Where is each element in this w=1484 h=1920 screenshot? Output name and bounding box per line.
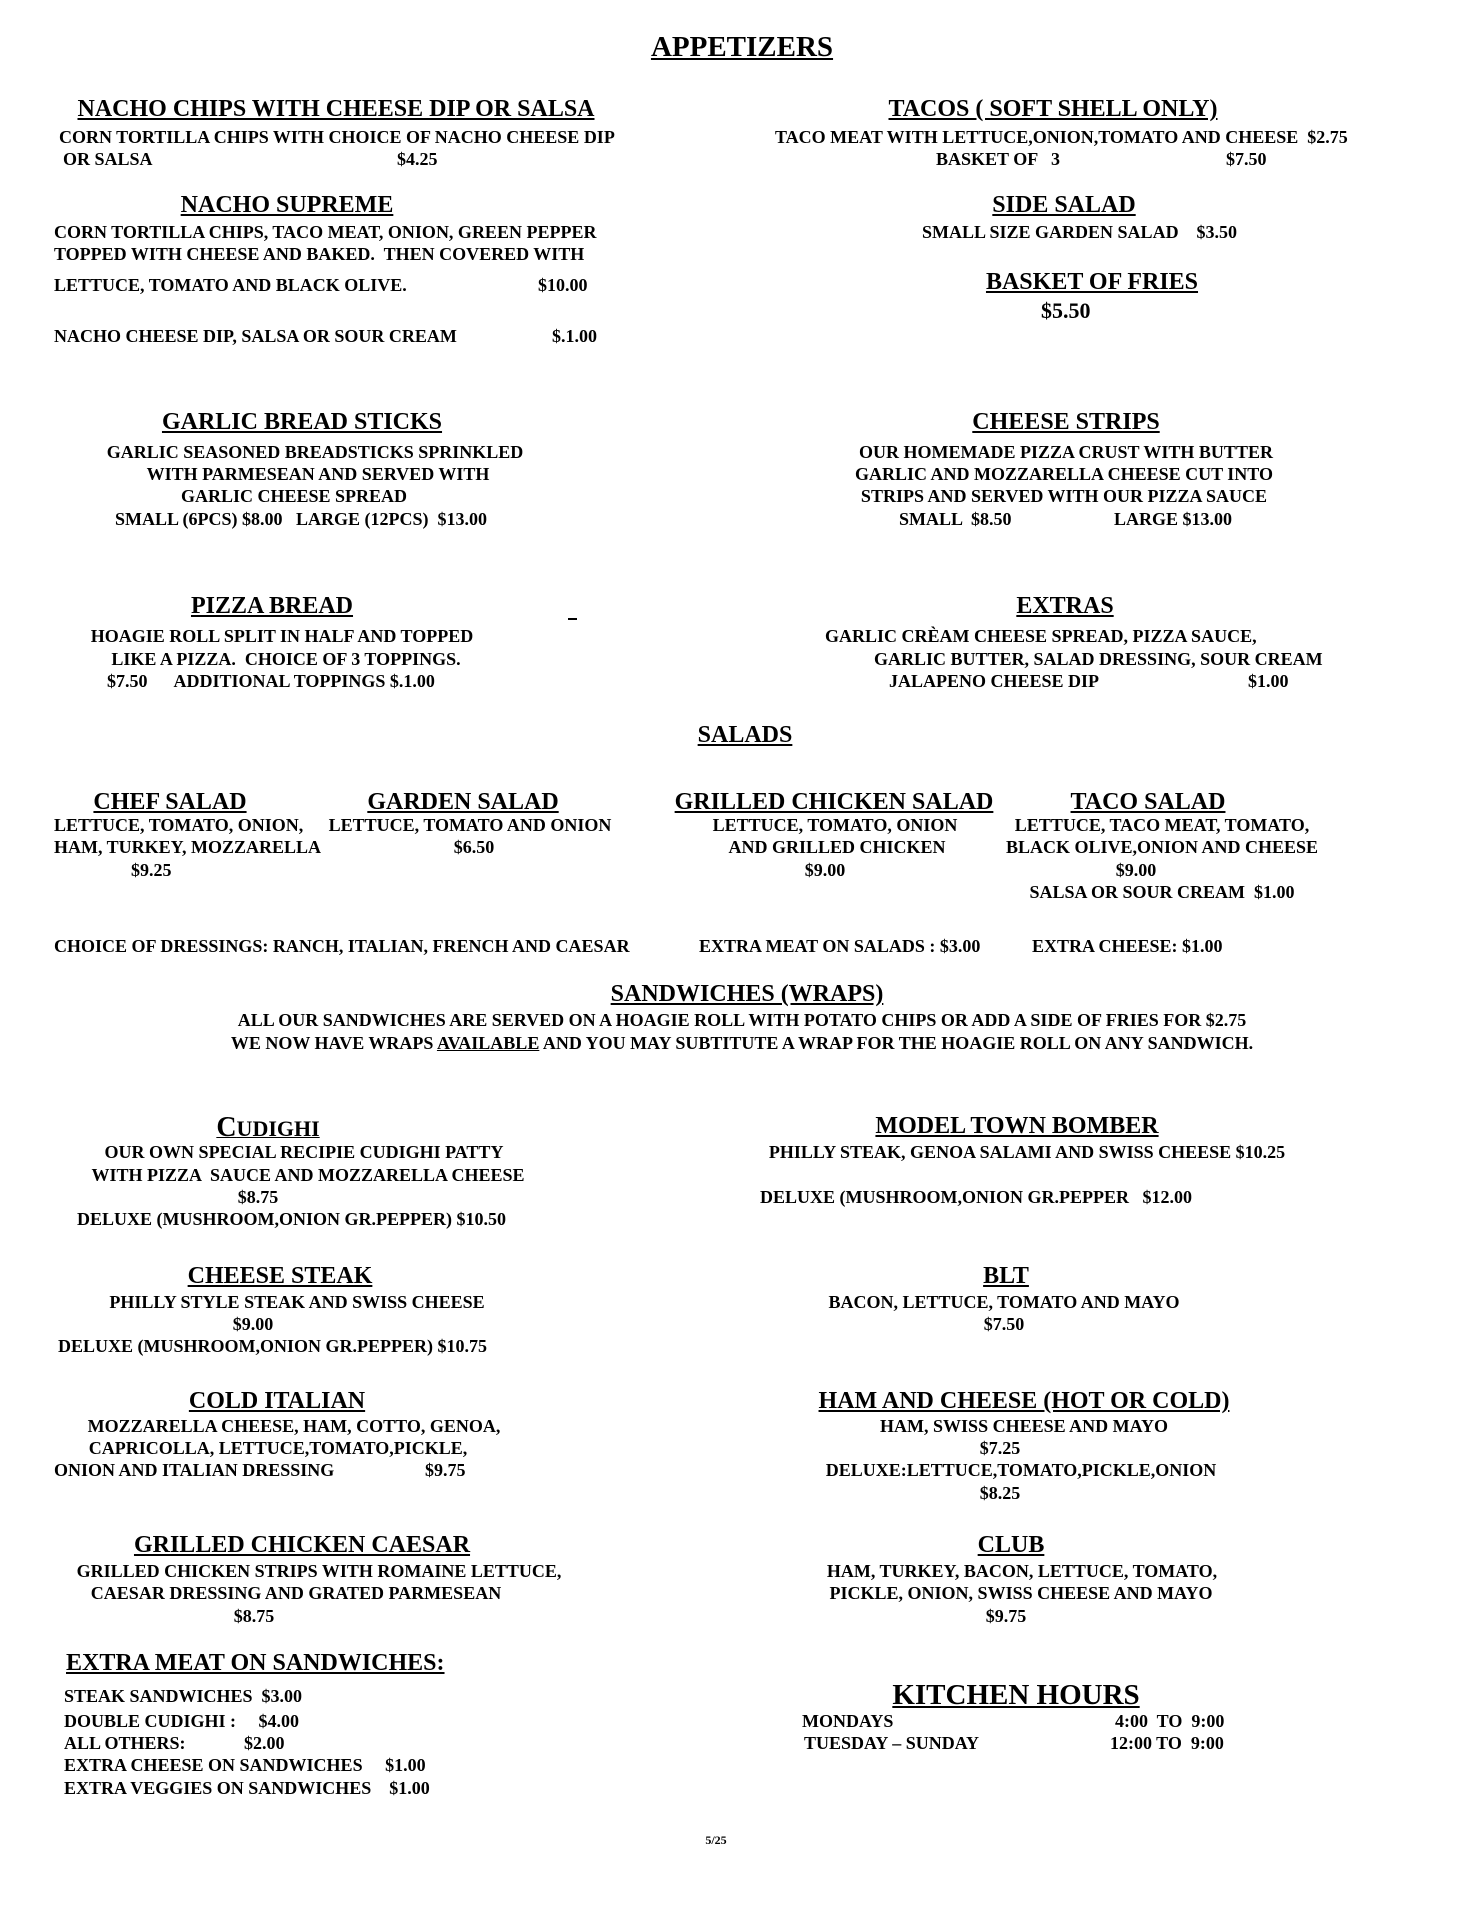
blt-title: BLT (983, 1263, 1029, 1289)
nacho-chips-price: $4.25 (397, 149, 438, 169)
side-salad-desc: SMALL SIZE GARDEN SALAD $3.50 (922, 222, 1238, 242)
ham-cheese-deluxe-price: $8.25 (979, 1483, 1021, 1503)
tacos-desc: TACO MEAT WITH LETTUCE,ONION,TOMATO AND CHEESE $2.75 (775, 127, 1348, 147)
blt-price: $7.50 (983, 1314, 1025, 1334)
hours-row-2-time: 12:00 TO 9:00 (1110, 1733, 1224, 1753)
grilled-caesar-price: $8.75 (233, 1606, 275, 1626)
club-price: $9.75 (985, 1606, 1027, 1626)
kitchen-hours-title: KITCHEN HOURS (892, 1679, 1140, 1711)
garlic-bread-title: GARLIC BREAD STICKS (161, 409, 443, 435)
hours-row-2-day: TUESDAY – SUNDAY (804, 1733, 980, 1753)
extras-desc-3: JALAPENO CHEESE DIP (889, 671, 1100, 691)
pizza-bread-price: $7.50 ADDITIONAL TOPPINGS $.1.00 (107, 671, 435, 691)
grilled-caesar-desc-1: GRILLED CHICKEN STRIPS WITH ROMAINE LETTUCE, (76, 1561, 562, 1581)
taco-salad-price: $9.00 (1115, 860, 1157, 880)
grilled-chicken-salad-price: $9.00 (804, 860, 846, 880)
cold-italian-price: $9.75 (425, 1460, 466, 1480)
taco-salad-desc-2: BLACK OLIVE,ONION AND CHEESE (1005, 837, 1319, 857)
appetizers-title: APPETIZERS (650, 31, 834, 63)
side-salad-title: SIDE SALAD (992, 192, 1136, 218)
grilled-caesar-title: GRILLED CHICKEN CAESAR (133, 1532, 471, 1558)
cudighi-deluxe: DELUXE (MUSHROOM,ONION GR.PEPPER) $10.50 (77, 1209, 506, 1229)
garlic-bread-desc-1: GARLIC SEASONED BREADSTICKS SPRINKLED (106, 442, 524, 462)
salad-extra-meat: EXTRA MEAT ON SALADS : $3.00 (699, 936, 981, 956)
blt-desc: BACON, LETTUCE, TOMATO AND MAYO (828, 1292, 1180, 1312)
garden-salad-price: $6.50 (453, 837, 495, 857)
garden-salad-desc: LETTUCE, TOMATO AND ONION (328, 815, 612, 835)
salad-dressings: CHOICE OF DRESSINGS: RANCH, ITALIAN, FRENCH AND CAESAR (54, 936, 630, 956)
chef-salad-title: CHEF SALAD (93, 789, 247, 815)
cold-italian-title: COLD ITALIAN (188, 1388, 366, 1414)
grilled-chicken-salad-title: GRILLED CHICKEN SALAD (674, 789, 994, 815)
cold-italian-desc-3: ONION AND ITALIAN DRESSING (54, 1460, 335, 1480)
cudighi-price: $8.75 (237, 1187, 279, 1207)
intro-text-a: WE NOW HAVE WRAPS (230, 1033, 437, 1053)
sandwiches-intro-2 (231, 1034, 1253, 1052)
nacho-supreme-price: $10.00 (538, 275, 588, 295)
cudighi-title-cap: C (216, 1112, 237, 1143)
extra-meat-line-5: EXTRA VEGGIES ON SANDWICHES $1.00 (64, 1778, 430, 1798)
extra-meat-line-1: STEAK SANDWICHES $3.00 (64, 1686, 303, 1706)
model-town-deluxe: DELUXE (MUSHROOM,ONION GR.PEPPER $12.00 (760, 1187, 1192, 1207)
fries-price: $5.50 (1041, 298, 1091, 323)
nacho-supreme-desc-3: LETTUCE, TOMATO AND BLACK OLIVE. (54, 275, 407, 295)
cheese-strips-large: LARGE $13.00 (1114, 509, 1233, 529)
ham-cheese-price: $7.25 (979, 1438, 1021, 1458)
chef-salad-price: $9.25 (131, 860, 172, 880)
club-desc-2: PICKLE, ONION, SWISS CHEESE AND MAYO (829, 1583, 1213, 1603)
grilled-caesar-desc-2: CAESAR DRESSING AND GRATED PARMESEAN (90, 1583, 502, 1603)
ham-cheese-deluxe: DELUXE:LETTUCE,TOMATO,PICKLE,ONION (825, 1460, 1217, 1480)
hours-row-1-day: MONDAYS (802, 1711, 894, 1731)
model-town-desc: PHILLY STEAK, GENOA SALAMI AND SWISS CHEESE $10.25 (768, 1142, 1286, 1162)
intro-text-c: AND YOU MAY SUBTITUTE A WRAP FOR THE HOAGIE ROLL ON ANY SANDWICH. (539, 1033, 1254, 1053)
cudighi-desc-1: OUR OWN SPECIAL RECIPIE CUDIGHI PATTY (104, 1142, 504, 1162)
chef-salad-desc-2: HAM, TURKEY, MOZZARELLA (54, 837, 322, 857)
extras-price: $1.00 (1248, 671, 1289, 691)
club-desc-1: HAM, TURKEY, BACON, LETTUCE, TOMATO, (826, 1561, 1218, 1581)
salads-title: SALADS (697, 722, 793, 748)
cheese-steak-deluxe: DELUXE (MUSHROOM,ONION GR.PEPPER) $10.75 (58, 1336, 487, 1356)
nacho-chips-desc: CORN TORTILLA CHIPS WITH CHOICE OF NACHO CHEESE DIP (59, 127, 615, 147)
taco-salad-extra: SALSA OR SOUR CREAM $1.00 (1029, 882, 1295, 902)
pizza-bread-desc-2: LIKE A PIZZA. CHOICE OF 3 TOPPINGS. (111, 649, 461, 669)
cudighi-desc-2: WITH PIZZA SAUCE AND MOZZARELLA CHEESE (91, 1165, 525, 1185)
taco-salad-desc-1: LETTUCE, TACO MEAT, TOMATO, (1014, 815, 1310, 835)
ham-cheese-desc: HAM, SWISS CHEESE AND MAYO (880, 1416, 1168, 1436)
cheese-strips-title: CHEESE STRIPS (972, 409, 1160, 435)
nacho-extra: NACHO CHEESE DIP, SALSA OR SOUR CREAM (54, 326, 457, 346)
grilled-chicken-salad-desc-1: LETTUCE, TOMATO, ONION (712, 815, 958, 835)
page-number: 5/25 (705, 1833, 727, 1847)
garden-salad-title: GARDEN SALAD (367, 789, 559, 815)
pizza-bread-desc-1: HOAGIE ROLL SPLIT IN HALF AND TOPPED (90, 626, 474, 646)
intro-text-available: AVAILABLE (436, 1033, 540, 1053)
pizza-bread-title: PIZZA BREAD (190, 593, 354, 619)
cheese-steak-price: $9.00 (232, 1314, 274, 1334)
taco-salad-title: TACO SALAD (1070, 789, 1226, 815)
cudighi-title (216, 1114, 319, 1142)
extra-meat-line-2: DOUBLE CUDIGHI : $4.00 (64, 1711, 300, 1731)
extra-meat-line-3: ALL OTHERS: $2.00 (64, 1733, 285, 1753)
cheese-steak-desc: PHILLY STYLE STEAK AND SWISS CHEESE (109, 1292, 485, 1312)
cold-italian-desc-1: MOZZARELLA CHEESE, HAM, COTTO, GENOA, (87, 1416, 501, 1436)
cold-italian-desc-2: CAPRICOLLA, LETTUCE,TOMATO,PICKLE, (88, 1438, 468, 1458)
grilled-chicken-salad-desc-2: AND GRILLED CHICKEN (728, 837, 946, 857)
extras-desc-1: GARLIC CRÈAM CHEESE SPREAD, PIZZA SAUCE, (825, 626, 1257, 646)
hours-row-1-time: 4:00 TO 9:00 (1115, 1711, 1225, 1731)
sandwiches-intro-1: ALL OUR SANDWICHES ARE SERVED ON A HOAGIE ROLL WITH POTATO CHIPS OR ADD A SIDE OF FRIES FOR $2.75 (237, 1010, 1247, 1030)
stray-underline-mark (568, 618, 577, 620)
sandwiches-title: SANDWICHES (WRAPS) (610, 981, 884, 1007)
model-town-title: MODEL TOWN BOMBER (875, 1113, 1159, 1139)
nacho-supreme-title: NACHO SUPREME (180, 192, 394, 218)
nacho-chips-title: NACHO CHIPS WITH CHEESE DIP OR SALSA (77, 96, 595, 122)
cheese-strips-desc-2: GARLIC AND MOZZARELLA CHEESE CUT INTO (855, 464, 1273, 484)
salad-extra-cheese: EXTRA CHEESE: $1.00 (1032, 936, 1223, 956)
nacho-supreme-desc-1: CORN TORTILLA CHIPS, TACO MEAT, ONION, GREEN PEPPER (54, 222, 597, 242)
tacos-title: TACOS ( SOFT SHELL ONLY) (888, 96, 1218, 122)
cudighi-title-rest: UDIGHI (236, 1116, 320, 1141)
tacos-basket: BASKET OF 3 (936, 149, 1061, 169)
ham-cheese-title: HAM AND CHEESE (HOT OR COLD) (818, 1388, 1230, 1414)
garlic-bread-desc-2: WITH PARMESEAN AND SERVED WITH (146, 464, 490, 484)
cheese-strips-desc-1: OUR HOMEMADE PIZZA CRUST WITH BUTTER (859, 442, 1273, 462)
extras-title: EXTRAS (1016, 593, 1114, 619)
cheese-strips-desc-3: STRIPS AND SERVED WITH OUR PIZZA SAUCE (860, 486, 1268, 506)
nacho-supreme-desc-2: TOPPED WITH CHEESE AND BAKED. THEN COVERED WITH (54, 244, 585, 264)
garlic-bread-prices: SMALL (6PCS) $8.00 LARGE (12PCS) $13.00 (114, 509, 488, 529)
extra-meat-line-4: EXTRA CHEESE ON SANDWICHES $1.00 (64, 1755, 426, 1775)
fries-title: BASKET OF FRIES (985, 269, 1199, 295)
nacho-extra-price: $.1.00 (552, 326, 597, 346)
garlic-bread-desc-3: GARLIC CHEESE SPREAD (180, 486, 408, 506)
tacos-basket-price: $7.50 (1226, 149, 1267, 169)
cheese-strips-small: SMALL $8.50 (899, 509, 1012, 529)
cheese-steak-title: CHEESE STEAK (187, 1263, 373, 1289)
chef-salad-desc-1: LETTUCE, TOMATO, ONION, (54, 815, 304, 835)
club-title: CLUB (977, 1532, 1045, 1558)
extras-desc-2: GARLIC BUTTER, SALAD DRESSING, SOUR CREAM (874, 649, 1323, 669)
extra-meat-sandwiches-title: EXTRA MEAT ON SANDWICHES: (66, 1650, 445, 1676)
nacho-chips-desc-2: OR SALSA (63, 149, 153, 169)
